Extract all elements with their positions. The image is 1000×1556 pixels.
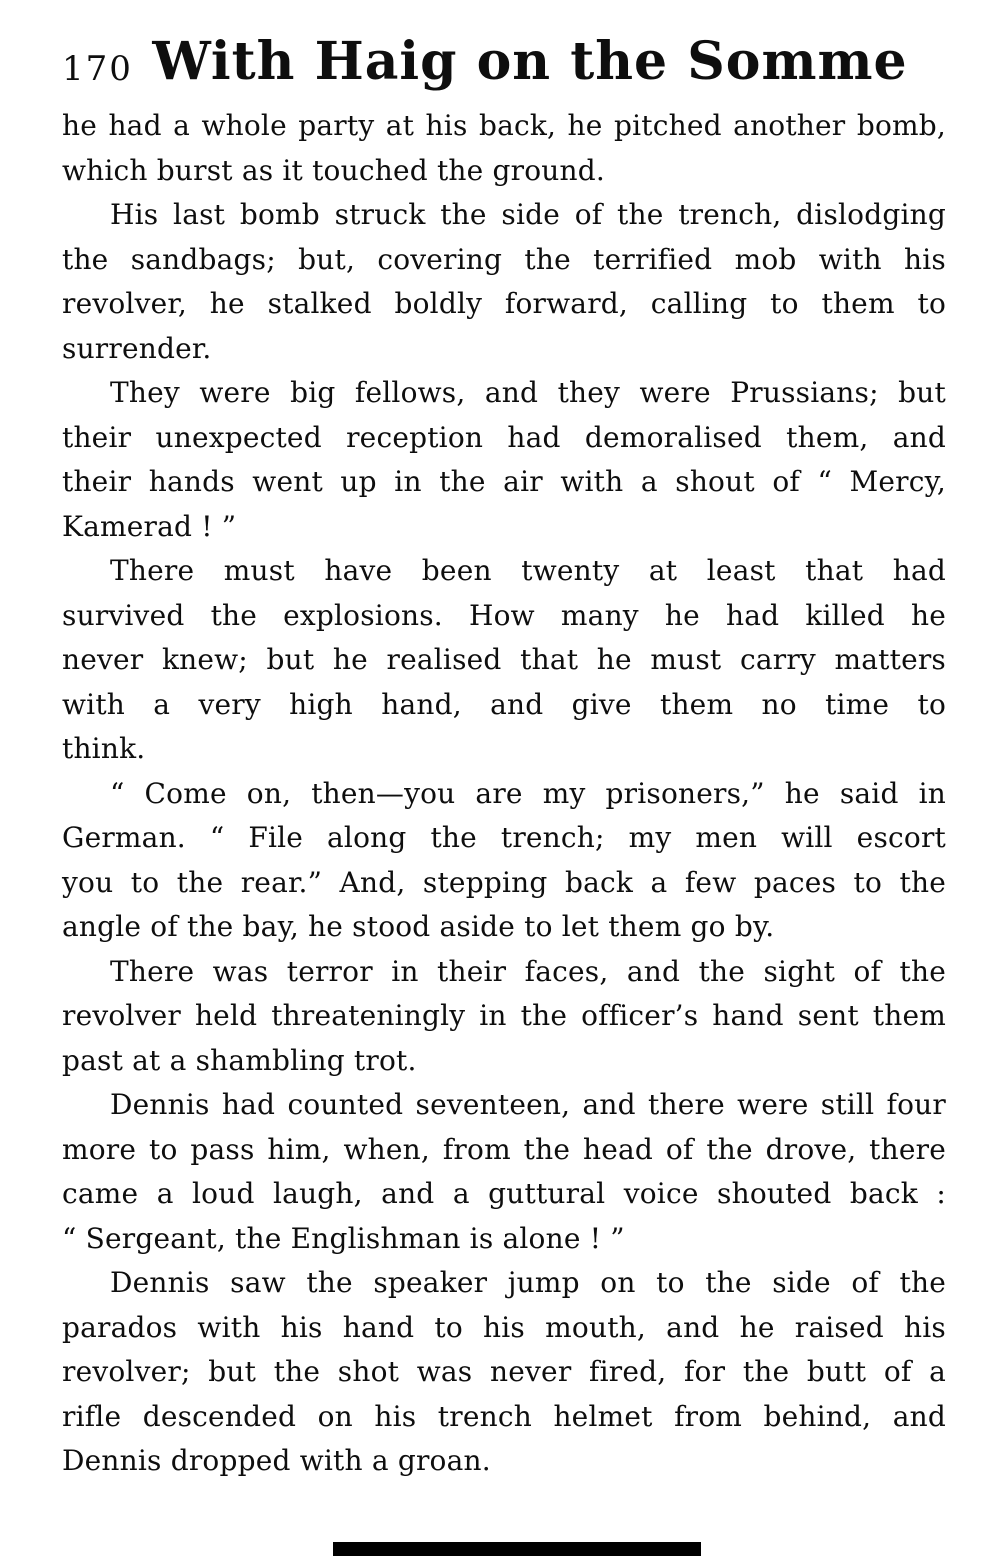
text-line: think. — [62, 732, 146, 765]
paragraph — [62, 549, 946, 772]
paragraph — [62, 371, 946, 549]
text-line: German. “ File along the trench; my men will escort — [62, 821, 946, 854]
text-line: with a very high hand, and give them no time to — [62, 687, 946, 721]
page-number: 170 — [62, 49, 133, 89]
text-line: came a loud laugh, and a guttural voice shouted back : — [62, 1177, 946, 1210]
text-line: never knew; but he realised that he must carry matters — [62, 643, 946, 676]
page-header-title: With Haig on the Somme — [152, 31, 908, 92]
text-line: angle of the bay, he stood aside to let them go by. — [62, 910, 775, 943]
text-line: There must have been twenty at least that had — [110, 554, 946, 587]
paragraph — [62, 104, 946, 193]
text-line: revolver held threateningly in the officer’s hand sent them — [62, 999, 946, 1032]
paragraph — [62, 193, 946, 371]
text-line: Dennis had counted seventeen, and there were still four — [110, 1088, 946, 1121]
text-line: There was terror in their faces, and the sight of the — [110, 954, 946, 988]
text-line: parados with his hand to his mouth, and he raised his — [62, 1310, 946, 1344]
text-line: survived the explosions. How many he had killed he — [62, 598, 946, 632]
page-header — [0, 31, 1000, 96]
text-line: His last bomb struck the side of the trench, dislodging — [110, 198, 946, 231]
text-line: more to pass him, when, from the head of the drove, there — [62, 1132, 946, 1166]
text-line: revolver; but the shot was never fired, for the butt of a — [62, 1355, 946, 1388]
paragraph — [62, 950, 946, 1084]
text-line: he had a whole party at his back, he pitched another bomb, — [62, 109, 946, 142]
scan-artifact-bar — [333, 1542, 701, 1556]
text-line: “ Sergeant, the Englishman is alone ! ” — [62, 1221, 625, 1255]
text-line: their unexpected reception had demoralised them, and — [62, 420, 946, 454]
text-line: “ Come on, then—you are my prisoners,” he said in — [110, 776, 946, 810]
text-line: the sandbags; but, covering the terrified mob with his — [62, 242, 946, 276]
text-line: you to the rear.” And, stepping back a few paces to the — [62, 865, 946, 899]
text-line: surrender. — [62, 331, 212, 365]
text-line: Kamerad ! ” — [62, 509, 237, 543]
page-body — [62, 104, 946, 1484]
text-line: their hands went up in the air with a shout of “ Mercy, — [62, 465, 946, 498]
text-line: revolver, he stalked boldly forward, calling to them to — [62, 287, 946, 320]
paragraph — [62, 1261, 946, 1484]
paragraph — [62, 1083, 946, 1261]
text-line: rifle descended on his trench helmet from behind, and — [62, 1399, 946, 1433]
text-line: Dennis dropped with a groan. — [62, 1444, 491, 1477]
text-line: Dennis saw the speaker jump on to the side of the — [110, 1266, 946, 1299]
paragraph — [62, 772, 946, 950]
text-line: which burst as it touched the ground. — [62, 153, 605, 187]
text-line: They were big fellows, and they were Prussians; but — [110, 376, 946, 409]
text-line: past at a shambling trot. — [62, 1043, 417, 1077]
